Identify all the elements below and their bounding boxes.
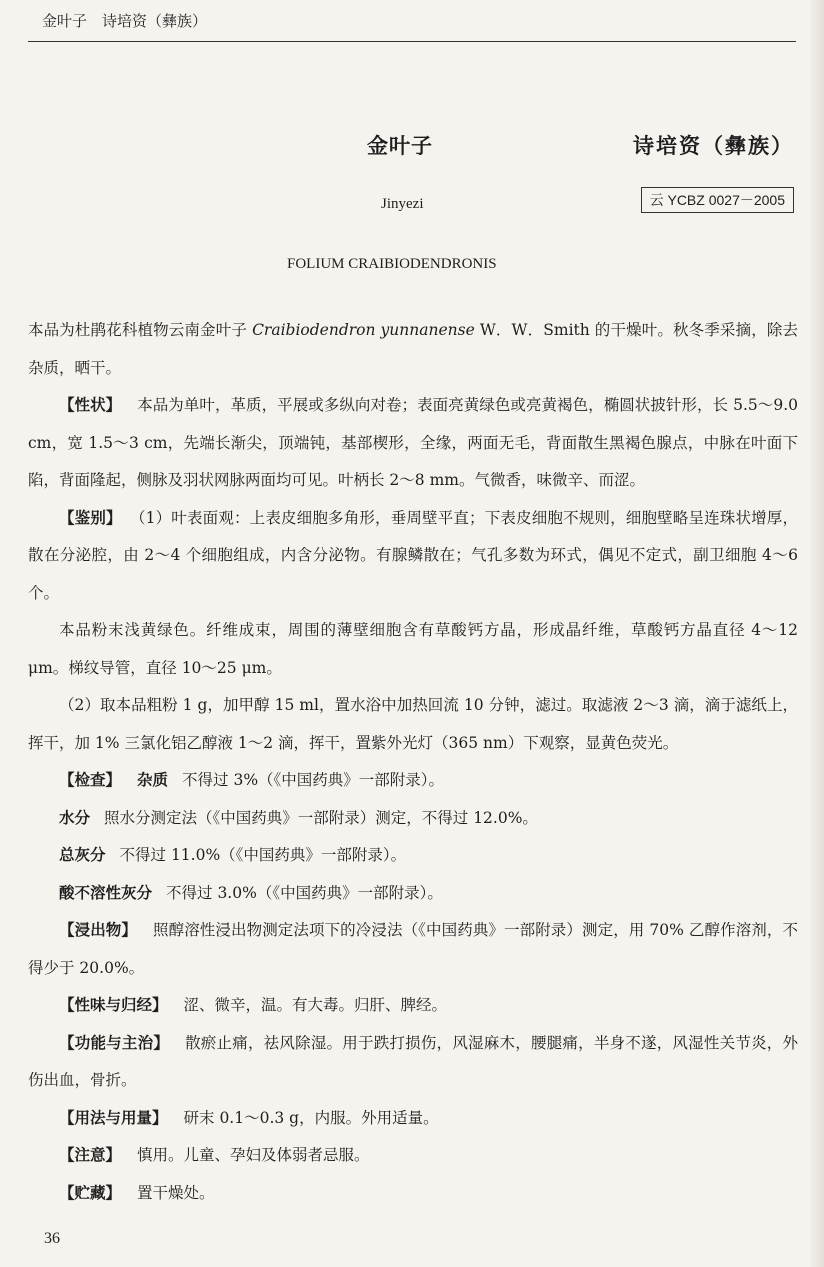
running-head: 金叶子 诗培资（彝族） <box>42 12 208 30</box>
function-section <box>28 1025 798 1100</box>
section-text: 散瘀止痛，祛风除湿。用于跌打损伤，风湿麻木，腰腿痛，半身不遂，风湿性关节炎，外伤出血，骨折。 <box>28 1033 798 1089</box>
section-label: 【用法与用量】 <box>59 1108 168 1127</box>
character-section <box>28 387 798 500</box>
section-label: 【性味与归经】 <box>59 996 168 1014</box>
latin-name: FOLIUM CRAIBIODENDRONIS <box>287 256 497 272</box>
minority-name: 诗培资（彝族） <box>633 134 794 158</box>
section-label: 【鉴别】 <box>59 508 122 527</box>
total-ash-label: 总灰分 <box>59 846 106 864</box>
monograph-title: 金叶子 <box>367 134 433 158</box>
usage-section <box>28 1100 798 1138</box>
section-label: 【注意】 <box>59 1146 122 1164</box>
intro-text-pre: 本品为杜鹃花科植物云南金叶子 <box>28 321 253 339</box>
total-ash-text: 不得过 11.0%（《中国药典》一部附录）。 <box>119 846 407 864</box>
page-edge-shadow <box>810 0 824 1267</box>
acid-ash-text: 不得过 3.0%（《中国药典》一部附录）。 <box>166 883 443 902</box>
section-text: 涩、微辛，温。有大毒。归肝、脾经。 <box>183 996 448 1014</box>
storage-section <box>28 1175 798 1213</box>
acid-ash-item <box>28 875 798 913</box>
section-label: 【贮藏】 <box>59 1183 122 1202</box>
section-text: 置干燥处。 <box>137 1183 215 1202</box>
moisture-label: 水分 <box>59 808 91 827</box>
species-name: Craibiodendron yunnanense <box>252 321 475 339</box>
intro-text-post: W．W．Smith 的干燥叶。秋冬季采摘，除去杂质，晒干。 <box>28 321 799 377</box>
intro-paragraph <box>28 312 798 387</box>
monograph-body <box>28 312 798 1212</box>
header-rule <box>28 41 796 42</box>
section-label: 【检查】 <box>59 771 122 789</box>
section-text: 照醇溶性浸出物测定法项下的冷浸法（《中国药典》一部附录）测定，用 70% 乙醇作溶剂，不得少于 20.0%。 <box>28 921 798 977</box>
extract-section <box>28 912 798 987</box>
section-label: 【功能与主治】 <box>59 1033 170 1052</box>
identification-section <box>28 500 798 613</box>
nature-section <box>28 987 798 1025</box>
standard-code-box: 云 YCBZ 0027－2005 <box>641 187 794 213</box>
section-text: 本品为单叶，革质，平展或多纵向对卷；表面亮黄绿色或亮黄褐色，椭圆状披针形，长 5.5～9.0 cm，宽 1.5～3 cm，先端长渐尖，顶端钝，基部楔形，全缘，两面无毛，背面散生黑褐色腺点，中脉在叶面下陷，背面隆起，侧脉及羽状网脉两面均可见。叶柄长 2～8 mm。气微香，味微辛、而涩。 <box>28 396 798 489</box>
acid-ash-label: 酸不溶性灰分 <box>59 883 153 902</box>
impurity-text: 不得过 3%（《中国药典》一部附录）。 <box>182 771 445 789</box>
inspection-section <box>28 762 798 800</box>
moisture-text: 照水分测定法（《中国药典》一部附录）测定，不得过 12.0%。 <box>104 808 538 827</box>
identification-tlc: （2）取本品粗粉 1 g，加甲醇 15 ml，置水浴中加热回流 10 分钟，滤过。取滤液 2～3 滴，滴于滤纸上，挥干，加 1% 三氯化铝乙醇液 1～2 滴，挥干，置紫外光灯（365 nm）下观察，显黄色荧光。 <box>28 696 798 752</box>
section-label: 【浸出物】 <box>59 921 137 939</box>
impurity-label: 杂质 <box>137 771 169 789</box>
pinyin-name: Jinyezi <box>381 196 424 212</box>
caution-section <box>28 1137 798 1175</box>
identification-powder: 本品粉末浅黄绿色。纤维成束，周围的薄壁细胞含有草酸钙方晶，形成晶纤维，草酸钙方晶直径 4～12 μm。梯纹导管，直径 10～25 μm。 <box>28 621 798 677</box>
page-number: 36 <box>44 1230 60 1247</box>
section-text: （1）叶表面观：上表皮细胞多角形，垂周壁平直；下表皮细胞不规则，细胞壁略呈连珠状增厚，散在分泌腔，由 2～4 个细胞组成，内含分泌物。有腺鳞散在；气孔多数为环式，偶见不定式，副卫细胞 4～6 个。 <box>28 508 798 602</box>
section-label: 【性状】 <box>59 396 122 414</box>
total-ash-item <box>28 837 798 875</box>
section-text: 慎用。儿童、孕妇及体弱者忌服。 <box>137 1146 370 1164</box>
section-text: 研末 0.1～0.3 g，内服。外用适量。 <box>183 1108 439 1127</box>
moisture-item <box>28 800 798 838</box>
